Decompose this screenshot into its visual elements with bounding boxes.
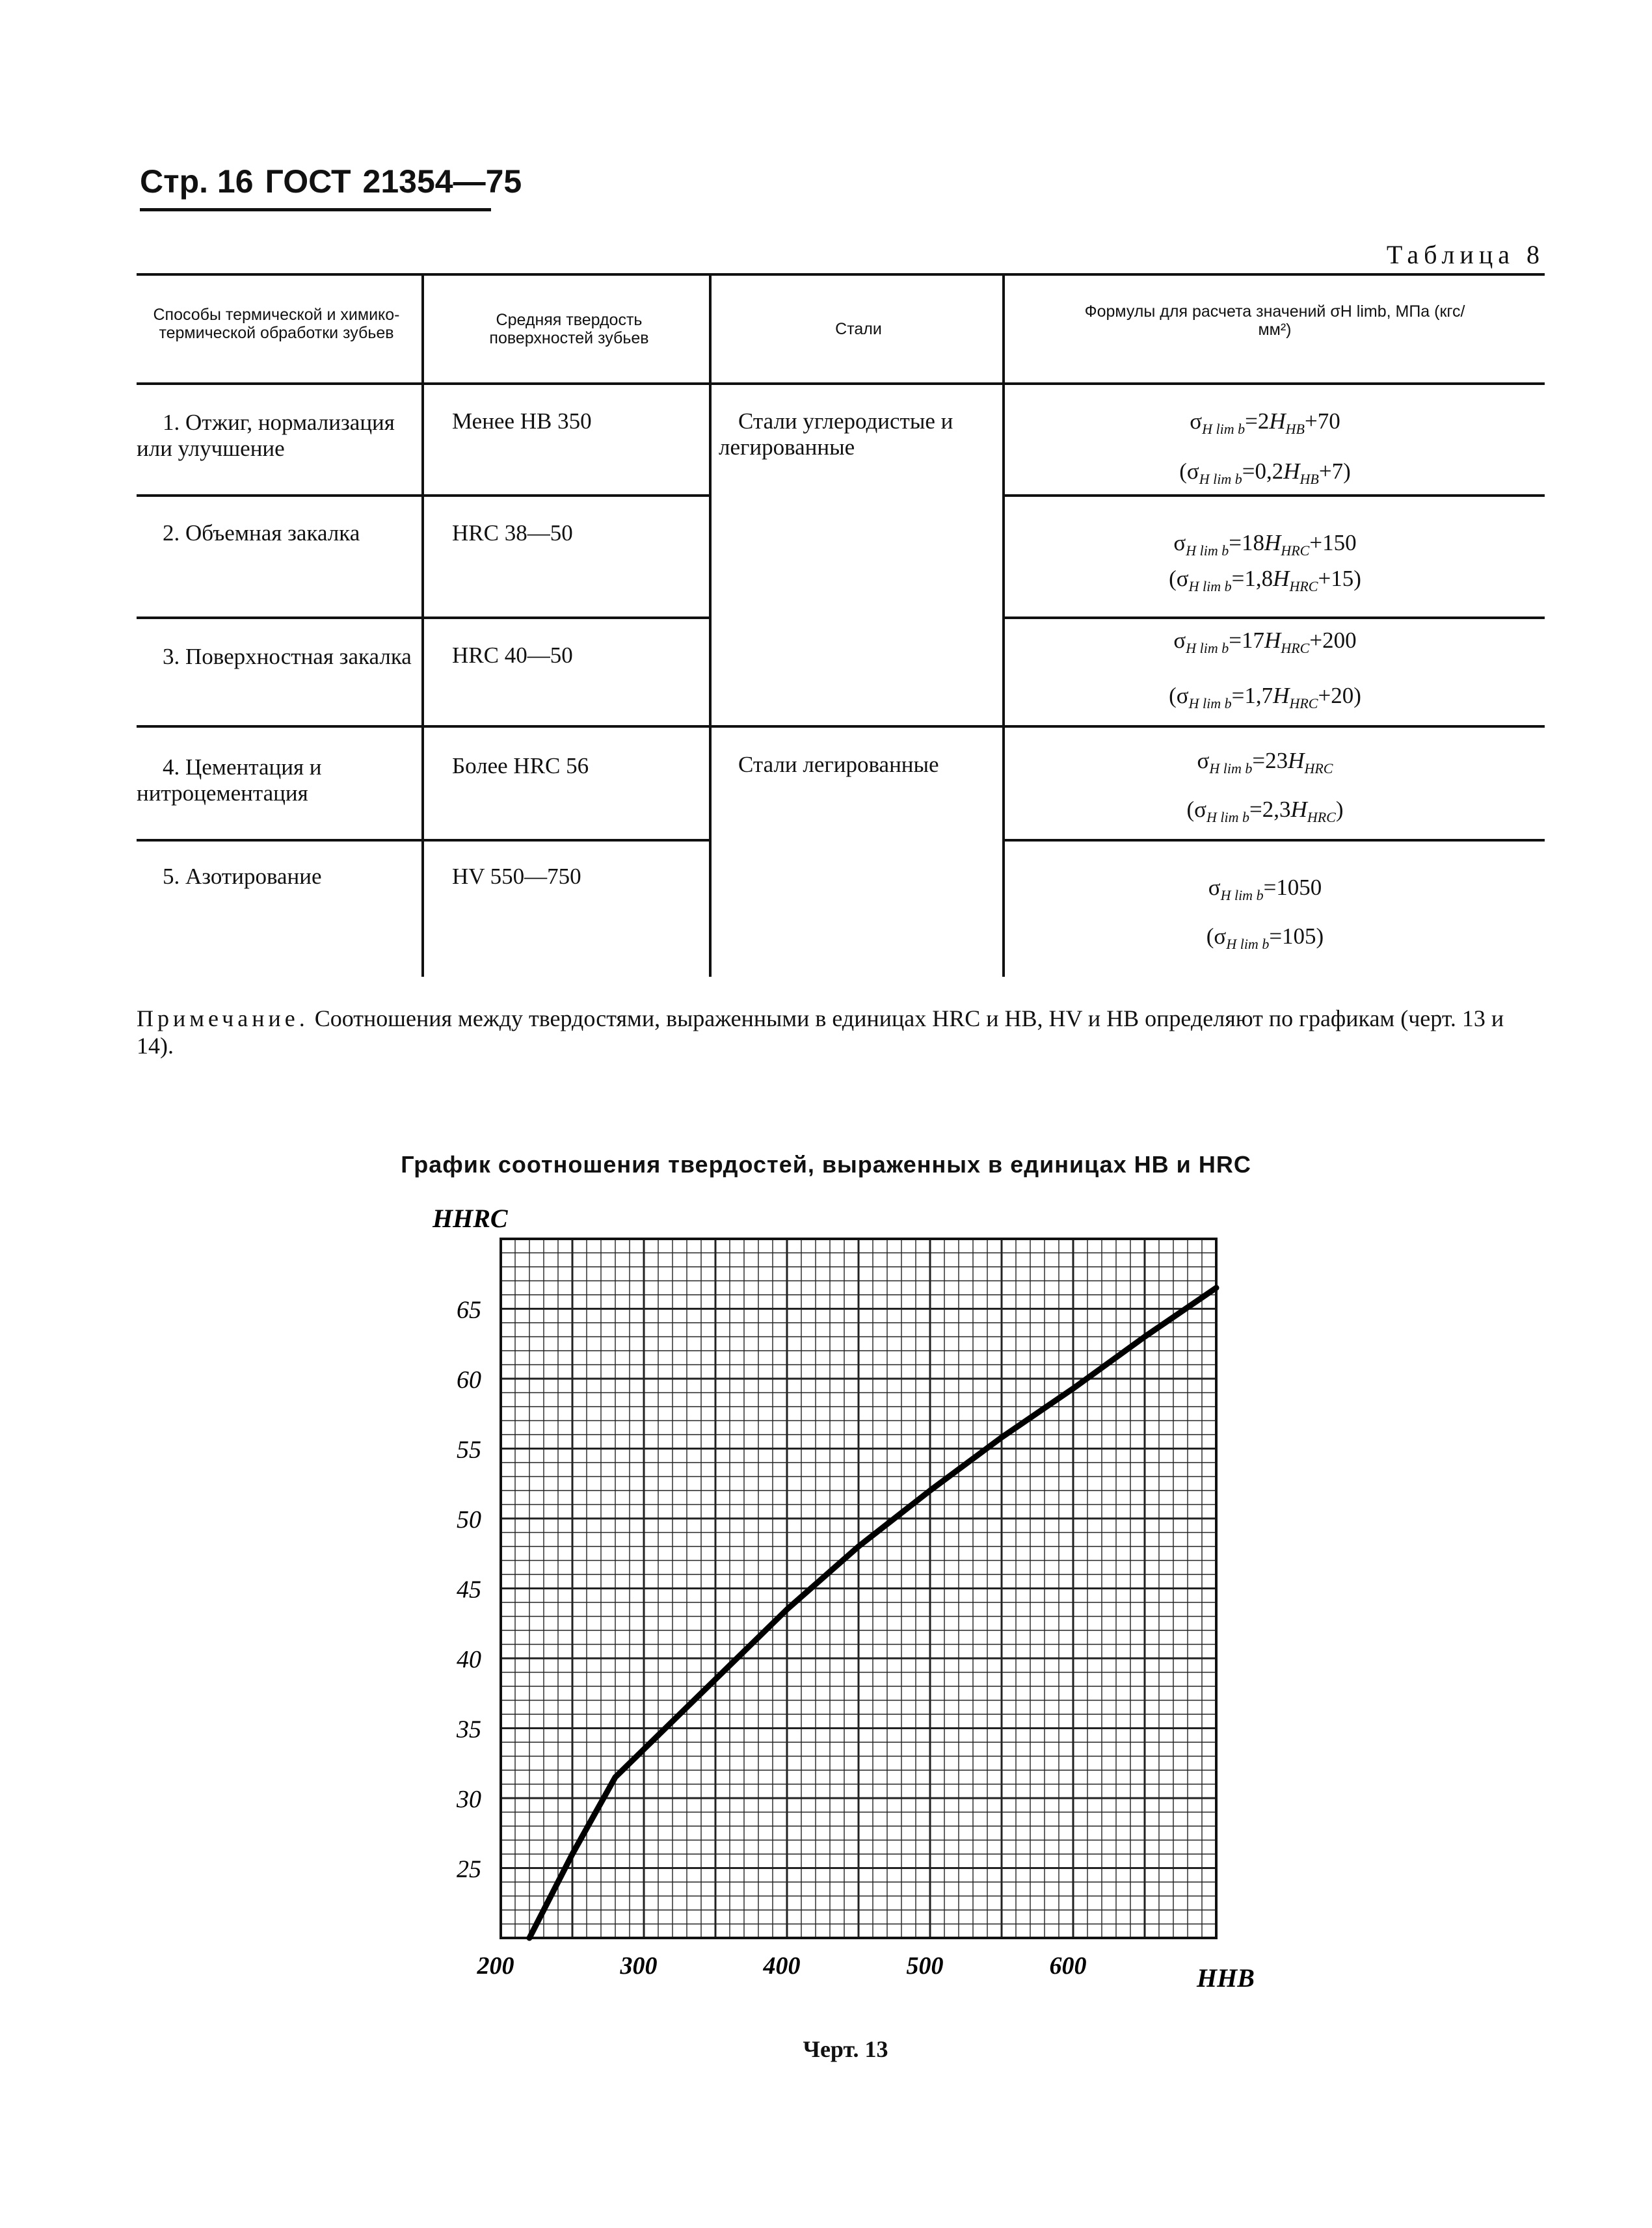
row-4-formula-mpa: $\sigma_{H lim b}=23H_{HRC}$ <box>1197 748 1333 776</box>
y-tick-label: 65 <box>457 1296 481 1324</box>
row-5-hardness: HV 550—750 <box>452 864 581 889</box>
column-header-steel: Стали <box>835 320 882 338</box>
y-axis-label: HHRC <box>433 1204 508 1233</box>
row-3-hardness: HRC 40—50 <box>452 643 573 668</box>
row-5-formula-mpa: $\sigma_{H lim b}=1050$ <box>1208 875 1322 903</box>
row-3-formula-mpa: $\sigma_{H lim b}=17H_{HRC}+200$ <box>1173 628 1357 656</box>
y-tick-label: 45 <box>457 1576 481 1604</box>
y-tick-label: 40 <box>457 1646 481 1673</box>
column-header-method: Способы термической и химико-термической обработки зубьев <box>153 306 400 342</box>
row-1-hardness: Менее HB 350 <box>452 408 592 434</box>
x-axis-label: HHB <box>1197 1963 1255 1993</box>
x-tick-label: 600 <box>1049 1952 1087 1980</box>
x-tick-label: 300 <box>620 1952 658 1980</box>
y-tick-label: 50 <box>457 1506 481 1533</box>
row-2-formula-kgf: $(\sigma_{H lim b}=1,8H_{HRC}+15)$ <box>1169 566 1361 594</box>
standard-number: 21354—75 <box>362 163 522 200</box>
table-label: Таблица 8 <box>1386 240 1545 269</box>
note-text: Соотношения между твердостями, выраженными в единицах HRC и HB, HV и HB определяют по графикам (черт. 13 и 14). <box>137 1005 1504 1059</box>
x-tick-label: 200 <box>477 1952 514 1980</box>
chart-caption: Черт. 13 <box>803 2036 888 2062</box>
chart-title: График соотношения твердостей, выраженных в единицах HB и HRC <box>401 1151 1251 1178</box>
y-tick-label: 60 <box>457 1366 481 1394</box>
note-label: Примечание. <box>137 1005 309 1031</box>
row-1-formula-mpa: $\sigma_{H lim b}=2H_{HB}+70$ <box>1190 408 1340 437</box>
row-5-method: 5. Азотирование <box>163 864 322 889</box>
y-tick-label: 25 <box>457 1855 481 1883</box>
y-tick-label: 30 <box>457 1786 481 1813</box>
row-3-formula-kgf: $(\sigma_{H lim b}=1,7H_{HRC}+20)$ <box>1169 683 1361 711</box>
row-5-formula-kgf: $(\sigma_{H lim b}=105)$ <box>1206 923 1324 952</box>
row-1-steel: Стали углеродистые и легированные <box>719 408 953 460</box>
row-4-method: 4. Цементация и нитроцементация <box>137 754 322 806</box>
standard-label: ГОСТ <box>265 163 351 200</box>
column-header-formula: Формулы для расчета значений σH limb, МПа (кгс/мм²) <box>1084 302 1465 339</box>
column-header-hardness: Средняя твердость поверхностей зубьев <box>489 311 649 347</box>
y-tick-label: 55 <box>457 1436 481 1464</box>
row-2-formula-mpa: $\sigma_{H lim b}=18H_{HRC}+150$ <box>1173 530 1357 559</box>
row-4-hardness: Более HRC 56 <box>452 753 589 778</box>
row-1-method: 1. Отжиг, нормализация или улучшение <box>137 410 395 461</box>
y-tick-label: 35 <box>457 1716 481 1744</box>
row-1-formula-kgf: $(\sigma_{H lim b}=0,2H_{HB}+7)$ <box>1179 458 1351 487</box>
row-4-formula-kgf: $(\sigma_{H lim b}=2,3H_{HRC})$ <box>1186 797 1344 825</box>
row-3-method: 3. Поверхностная закалка <box>163 644 412 669</box>
page-number: Стр. 16 <box>140 163 254 200</box>
row-2-method: 2. Объемная закалка <box>163 520 360 546</box>
row-4-steel: Стали легированные <box>738 752 939 777</box>
row-2-hardness: HRC 38—50 <box>452 520 573 546</box>
x-tick-label: 500 <box>906 1952 944 1980</box>
x-tick-label: 400 <box>763 1952 801 1980</box>
